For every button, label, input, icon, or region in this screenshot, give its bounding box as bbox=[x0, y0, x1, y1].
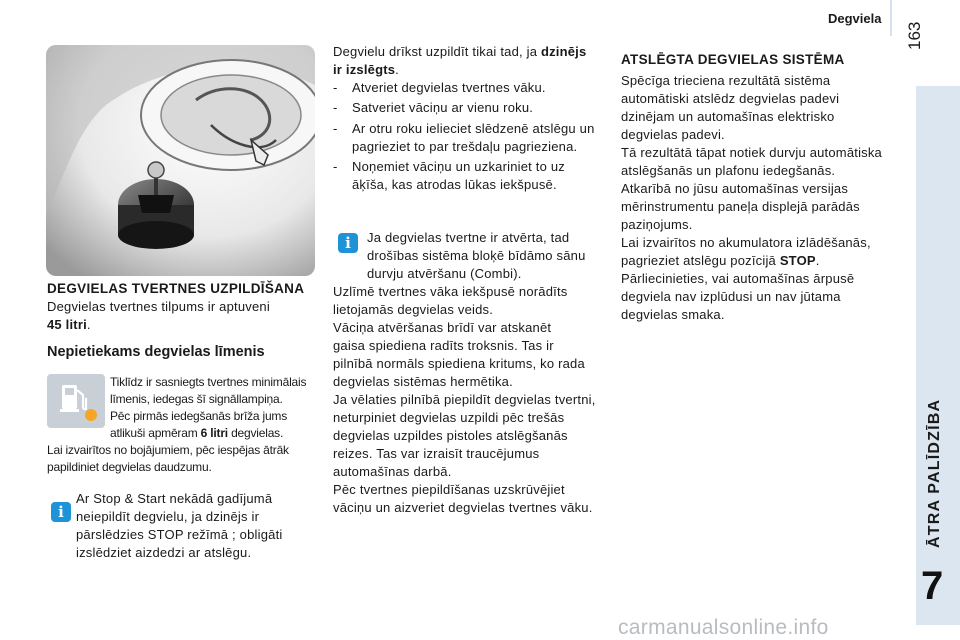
step-3-cont: pagrieziet to par trešdaļu pagrieziena. bbox=[352, 139, 578, 154]
cutoff-line: Lai izvairītos no akumulatora izlādēšanās, bbox=[621, 235, 871, 250]
step-dash: - bbox=[333, 121, 338, 136]
step-dash: - bbox=[333, 159, 338, 174]
body-line: reizes. Tas var izraisīt traucējumus bbox=[333, 446, 540, 461]
footer-watermark: carmanualsonline.info bbox=[618, 616, 829, 639]
fuel-cap-illustration bbox=[46, 45, 315, 276]
page-number: 163 bbox=[905, 21, 924, 50]
body-line: degvielas uzpildes pistoles atslēgšanās bbox=[333, 428, 568, 443]
step-3: Ar otru roku ielieciet slēdzenē atslēgu un bbox=[352, 121, 595, 136]
tank-open-note-3: durvju atvēršanu (Combi). bbox=[367, 266, 522, 281]
step-1: Atveriet degvielas tvertnes vāku. bbox=[352, 80, 546, 95]
body-line: Vāciņa atvēršanas brīdī var atskanēt bbox=[333, 320, 552, 335]
capacity-line: 45 litri. bbox=[47, 317, 91, 332]
fuel-cutoff-heading: ATSLĒGTA DEGVIELAS SISTĒMA bbox=[621, 52, 845, 67]
tank-open-note-1: Ja degvielas tvertne ir atvērta, tad bbox=[367, 230, 570, 245]
cutoff-line: Pārliecinieties, vai automašīnas ārpusē bbox=[621, 271, 855, 286]
capacity-value: 45 litri bbox=[47, 317, 87, 332]
warning-line-4: atlikuši apmēram 6 litri degvielas. bbox=[110, 426, 284, 440]
stopstart-note-3: pārslēdzies STOP režīmā ; obligāti bbox=[76, 527, 283, 542]
stopstart-note-2: neiepildīt degvielu, ja dzinējs ir bbox=[76, 509, 260, 524]
body-line: lietojamās degvielas veids. bbox=[333, 302, 494, 317]
info-icon: i bbox=[51, 502, 71, 522]
cutoff-line: dzinējam un automašīnas elektrisko bbox=[621, 109, 835, 124]
warning-line-2: līmenis, iedegas šī signāllampiņa. bbox=[110, 392, 283, 406]
stopstart-note-1: Ar Stop & Start nekādā gadījumā bbox=[76, 491, 273, 506]
body-line: degvielas sistēmas hermētika. bbox=[333, 374, 513, 389]
body-line: neturpiniet degvielas uzpildi pēc trešās bbox=[333, 410, 565, 425]
stopstart-note-4: izslēdziet aizdedzi ar atslēgu. bbox=[76, 545, 252, 560]
step-2: Satveriet vāciņu ar vienu roku. bbox=[352, 100, 534, 115]
body-line: gaisa spiediena radīts troksnis. Tas ir bbox=[333, 338, 554, 353]
warning-line-1: Tiklīdz ir sasniegts tvertnes minimālais bbox=[110, 375, 307, 389]
step-dash: - bbox=[333, 80, 338, 95]
body-line: Uzlīmē tvertnes vāka iekšpusē norādīts bbox=[333, 284, 568, 299]
body-line: automašīnas darbā. bbox=[333, 464, 452, 479]
chapter-number: 7 bbox=[921, 564, 944, 608]
section-title: Degviela bbox=[828, 11, 882, 26]
warning-line-5: Lai izvairītos no bojājumiem, pēc iespējas ātrāk bbox=[47, 443, 289, 457]
capacity-text: Degvielas tvertnes tilpums ir aptuveni bbox=[47, 299, 270, 314]
warning-line-3: Pēc pirmās iedegšanās brīža jums bbox=[110, 409, 288, 423]
cutoff-line: atslēgšanās un plafonu iedegšanās. bbox=[621, 163, 836, 178]
chapter-title: ĀTRA PALĪDZĪBA bbox=[926, 398, 943, 548]
cutoff-line: mērinstrumentu paneļa displejā parādās bbox=[621, 199, 860, 214]
tank-open-note-2: drošības sistēma bloķē bīdāmo sānu bbox=[367, 248, 586, 263]
body-line: Pēc tvertnes piepildīšanas uzskrūvējiet bbox=[333, 482, 565, 497]
low-fuel-heading: Nepietiekams degvielas līmenis bbox=[47, 344, 265, 360]
cutoff-line: Atkarībā no jūsu automašīnas versijas bbox=[621, 181, 849, 196]
body-line: pilnībā normāls spiediena kritums, ko rada bbox=[333, 356, 585, 371]
header-divider bbox=[890, 0, 892, 36]
body-line: vāciņu un aizveriet degvielas tvertnes vāku. bbox=[333, 500, 593, 515]
cutoff-line: degvielas padevi. bbox=[621, 127, 725, 142]
cutoff-line: paziņojums. bbox=[621, 217, 693, 232]
cutoff-line: Spēcīga trieciena rezultātā sistēma bbox=[621, 73, 831, 88]
cutoff-line: pagrieziet atslēgu pozīcijā STOP. bbox=[621, 253, 820, 268]
refuel-heading: DEGVIELAS TVERTNES UZPILDĪŠANA bbox=[47, 281, 305, 296]
cutoff-line: automātiski atslēdz degvielas padevi bbox=[621, 91, 840, 106]
fuel-pump-icon bbox=[47, 374, 105, 428]
fuel-warning-panel bbox=[47, 374, 105, 428]
step-dash: - bbox=[333, 100, 338, 115]
cutoff-line: degvielas smaka. bbox=[621, 307, 725, 322]
intro-line-2: ir izslēgts. bbox=[333, 62, 399, 77]
cutoff-line: Tā rezultātā tāpat notiek durvju automātiska bbox=[621, 145, 882, 160]
intro-line-1: Degvielu drīkst uzpildīt tikai tad, ja dzinējs bbox=[333, 44, 587, 59]
step-4: Noņemiet vāciņu un uzkariniet to uz bbox=[352, 159, 565, 174]
warning-line-6: papildiniet degvielas daudzumu. bbox=[47, 460, 212, 474]
cutoff-line: degviela nav izplūdusi un nav jūtama bbox=[621, 289, 841, 304]
step-4-cont: āķīša, kas atrodas lūkas iekšpusē. bbox=[352, 177, 557, 192]
info-icon: i bbox=[338, 233, 358, 253]
body-line: Ja vēlaties pilnībā piepildīt degvielas tvertni, bbox=[333, 392, 596, 407]
